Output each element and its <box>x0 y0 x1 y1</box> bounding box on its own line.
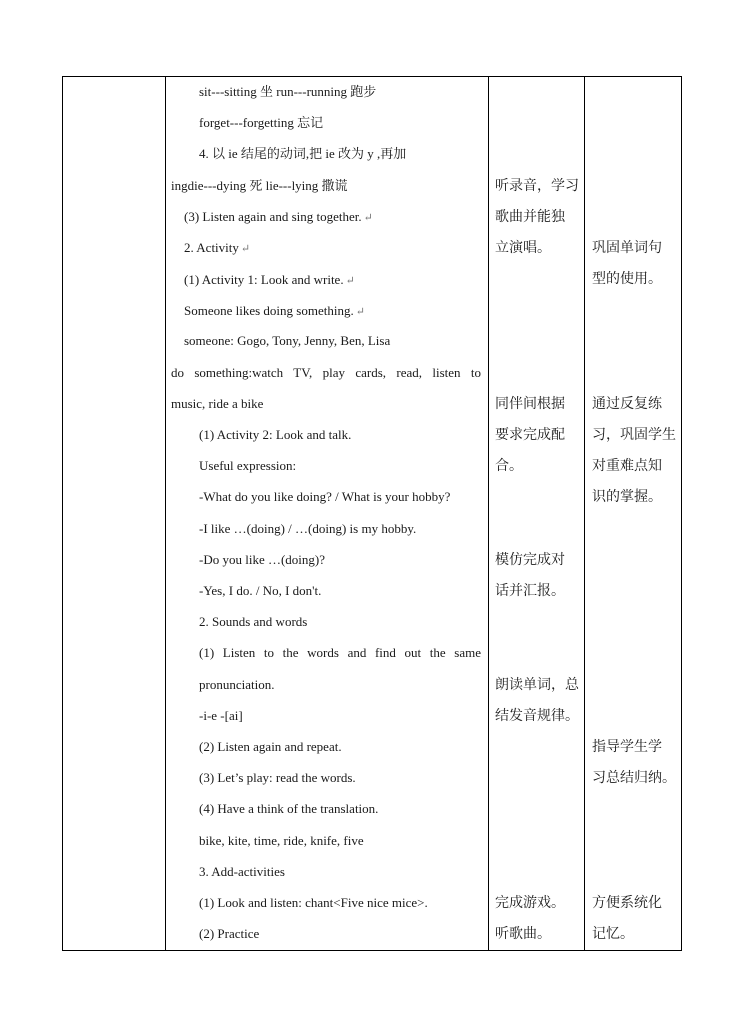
content-line: ingdie---dying 死 lie---lying 撒谎 <box>171 178 348 193</box>
content-line: (1) Listen to the words and find out the same <box>199 645 481 660</box>
content-line: pronunciation. <box>199 677 275 692</box>
student-activity-line: 模仿完成对 <box>495 552 565 568</box>
return-mark: ↵ <box>240 243 251 255</box>
student-activity-line: 合。 <box>495 458 523 474</box>
content-line: bike, kite, time, ride, knife, five <box>199 833 364 848</box>
design-intent-line: 识的掌握。 <box>592 489 662 505</box>
content-line: 4. 以 ie 结尾的动词,把 ie 改为 y ,再加 <box>199 146 407 161</box>
content-line: (2) Listen again and repeat. <box>199 739 342 754</box>
content-line: someone: Gogo, Tony, Jenny, Ben, Lisa <box>184 333 391 348</box>
column-divider <box>488 77 489 950</box>
content-line: -Yes, I do. / No, I don't. <box>199 583 322 598</box>
student-activity-line: 结发音规律。 <box>495 708 579 724</box>
design-intent-line: 习总结归纳。 <box>592 770 676 786</box>
content-line: -Do you like …(doing)? <box>199 552 326 567</box>
column-divider <box>584 77 585 950</box>
design-intent-line: 记忆。 <box>592 926 634 942</box>
student-activity-line: 听歌曲。 <box>495 926 551 942</box>
content-line: (3) Listen again and sing together. ↵ <box>184 209 373 224</box>
design-intent-line: 巩固单词句 <box>592 240 662 256</box>
design-intent-line: 通过反复练 <box>592 396 662 412</box>
content-line: (3) Let’s play: read the words. <box>199 770 356 785</box>
student-activity-line: 歌曲并能独 <box>495 209 565 225</box>
student-activity-line: 朗读单词，总 <box>495 677 579 693</box>
student-activity-line: 完成游戏。 <box>495 895 565 911</box>
lesson-plan-table <box>62 76 682 951</box>
content-line: 2. Sounds and words <box>199 614 308 629</box>
student-activity-line: 要求完成配 <box>495 427 565 443</box>
student-activity-line: 立演唱。 <box>495 240 551 256</box>
content-line: Someone likes doing something. ↵ <box>184 303 365 318</box>
design-intent-line: 型的使用。 <box>592 271 662 287</box>
content-line: music, ride a bike <box>171 396 264 411</box>
column-divider <box>165 77 166 950</box>
design-intent-line: 习，巩固学生 <box>592 427 676 443</box>
content-line: 3. Add-activities <box>199 864 285 879</box>
content-line: (1) Look and listen: chant<Five nice mice>. <box>199 895 428 910</box>
content-line: -I like …(doing) / …(doing) is my hobby. <box>199 521 417 536</box>
design-intent-line: 指导学生学 <box>592 739 662 755</box>
return-mark: ↵ <box>363 212 373 224</box>
content-line: sit---sitting 坐 run---running 跑步 <box>199 84 377 99</box>
student-activity-line: 听录音，学习 <box>495 178 579 194</box>
content-line: (1) Activity 2: Look and talk. <box>199 427 352 442</box>
return-mark: ↵ <box>345 275 355 287</box>
content-line: Useful expression: <box>199 458 297 473</box>
student-activity-line: 话并汇报。 <box>495 583 565 599</box>
content-line: (2) Practice <box>199 926 260 941</box>
content-line: do something:watch TV, play cards, read, listen to <box>171 365 481 380</box>
content-line: -i-e -[ai] <box>199 708 243 723</box>
content-line: -What do you like doing? / What is your hobby? <box>199 489 451 504</box>
content-line: (4) Have a think of the translation. <box>199 801 379 816</box>
return-mark: ↵ <box>355 306 365 318</box>
design-intent-line: 方便系统化 <box>592 895 662 911</box>
design-intent-line: 对重难点知 <box>592 458 662 474</box>
content-line: (1) Activity 1: Look and write. ↵ <box>184 272 355 287</box>
student-activity-line: 同伴间根据 <box>495 396 565 412</box>
content-line: forget---forgetting 忘记 <box>199 115 324 130</box>
content-line: 2. Activity ↵ <box>184 240 251 255</box>
